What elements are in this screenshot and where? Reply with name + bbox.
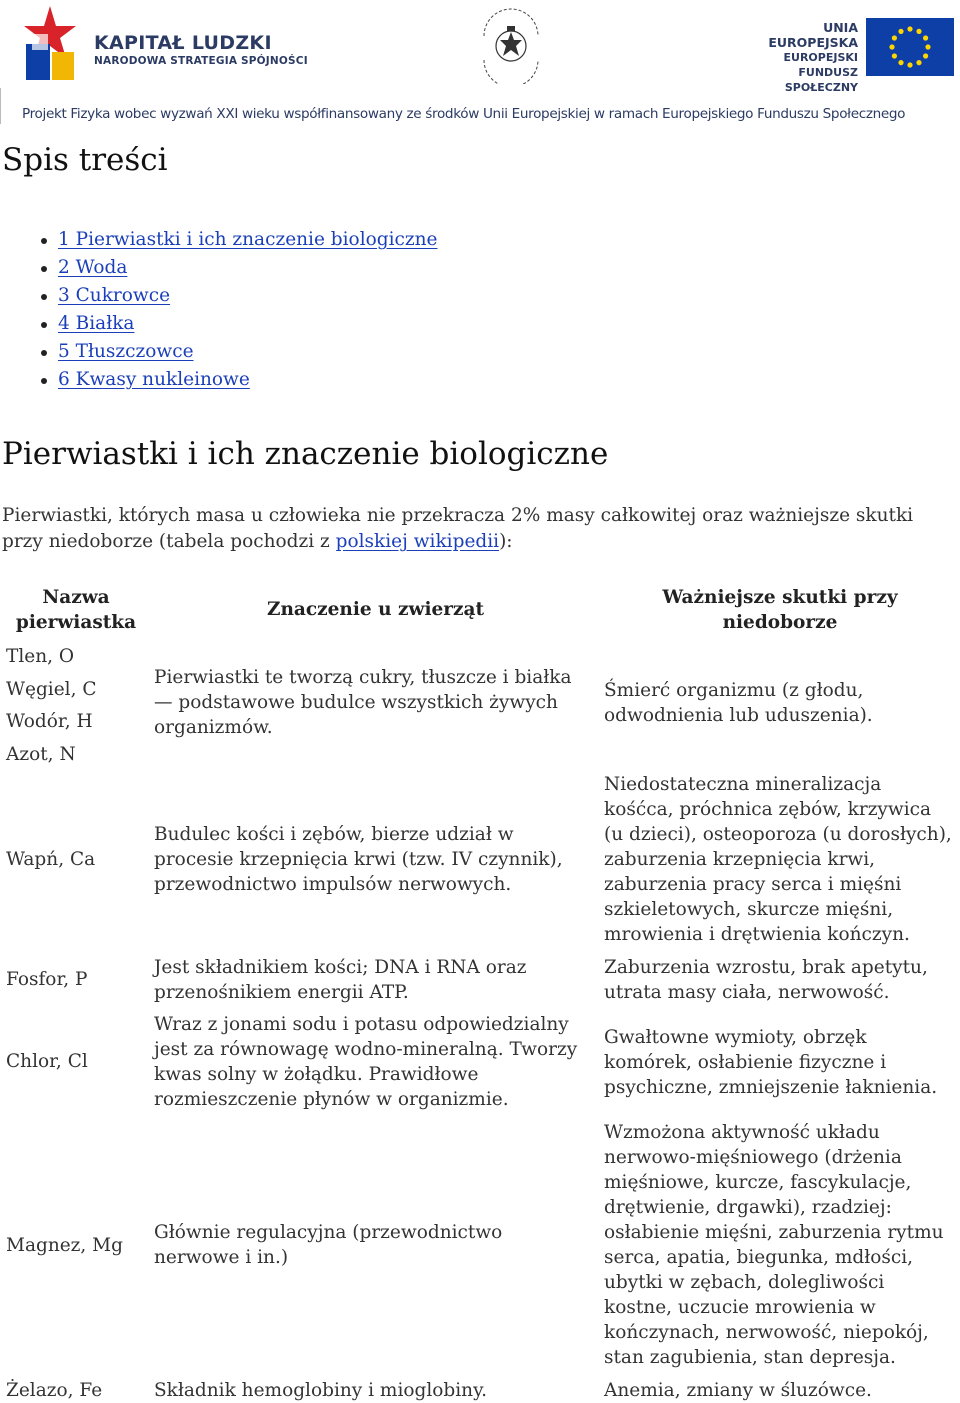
kapital-ludzki-title: KAPITAŁ LUDZKI: [94, 32, 272, 54]
effect-line: drętwienie, drgawki), rzadziej:: [604, 1197, 892, 1218]
row-effects: [604, 772, 952, 947]
intro-line-1: Pierwiastki, których masa u człowieka nie przekracza 2% masy całkowitej oraz ważniejsze skutki: [2, 505, 914, 526]
row-role: [154, 1220, 502, 1270]
effect-line: komórek, osłabienie fizyczne i: [604, 1052, 887, 1073]
effect-line: mrowienia i drętwienia kończyn.: [604, 924, 910, 945]
row-role: [154, 1012, 577, 1112]
eu-text-block: [738, 20, 858, 95]
role-line: Głównie regulacyjna (przewodnictwo: [154, 1222, 503, 1243]
role-line: procesie krzepnięcia krwi (tzw. IV czynnik),: [154, 849, 563, 870]
role-line: — podstawowe budulce wszystkich żywych: [154, 692, 558, 713]
row-role: [154, 665, 571, 740]
toc-item: [58, 310, 438, 338]
toc-item: [58, 282, 438, 310]
banner-divider: [0, 88, 5, 124]
element-name: Żelazo, Fe: [6, 1380, 103, 1401]
project-banner: [0, 0, 960, 130]
row-effects: [604, 1025, 937, 1100]
effect-line: odwodnienia lub uduszenia).: [604, 705, 873, 726]
row-names: [6, 641, 97, 771]
toc-item: [58, 226, 438, 254]
wikipedia-link[interactable]: polskiej wikipedii: [335, 531, 500, 552]
eu-flag-icon: [866, 18, 954, 76]
role-line: przewodnictwo impulsów nerwowych.: [154, 874, 512, 895]
row-effects: [604, 678, 873, 728]
element-name: Wodór, H: [6, 711, 93, 732]
row-effects: [604, 1120, 944, 1370]
element-name: Chlor, Cl: [6, 1051, 88, 1072]
intro-line-2-after: ):: [499, 531, 513, 552]
toc-link-1[interactable]: 1 Pierwiastki i ich znaczenie biologiczne: [58, 229, 438, 250]
effect-line: Niedostateczna mineralizacja: [604, 774, 882, 795]
role-line: Jest składnikiem kości; DNA i RNA oraz: [154, 957, 527, 978]
effect-line: ubytki w zębach, dolegliwości: [604, 1272, 885, 1293]
kapital-ludzki-logo: [22, 4, 78, 84]
university-seal-logo: [478, 6, 544, 84]
effect-line: utrata masy ciała, nerwowość.: [604, 982, 890, 1003]
role-line: Wraz z jonami sodu i potasu odpowiedzialny: [154, 1014, 569, 1035]
role-line: jest za równowagę wodno-mineralną. Tworzy: [154, 1039, 578, 1060]
effect-line: nerwowo-mięśniowego (drżenia: [604, 1147, 902, 1168]
effect-line: kończynach, nerwowość, niepokój,: [604, 1322, 929, 1343]
element-name: Wapń, Ca: [6, 849, 96, 870]
header-text: niedoborze: [722, 612, 838, 633]
effect-line: kośćca, próchnica zębów, krzywica: [604, 799, 932, 820]
effect-line: Gwałtowne wymioty, obrzęk: [604, 1027, 867, 1048]
effect-line: Wzmożona aktywność układu: [604, 1122, 880, 1143]
header-text: pierwiastka: [15, 612, 137, 633]
effect-line: zaburzenia pracy serca i mięśni: [604, 874, 902, 895]
role-line: Pierwiastki te tworzą cukry, tłuszcze i białka: [154, 667, 572, 688]
effect-line: kostne, uczucie mrowienia w: [604, 1297, 876, 1318]
effect-line: Anemia, zmiany w śluzówce.: [604, 1380, 872, 1401]
toc-link-2[interactable]: 2 Woda: [58, 257, 128, 278]
element-name: Fosfor, P: [6, 969, 88, 990]
effect-line: mięśniowe, kurcze, fascykulacje,: [604, 1172, 912, 1193]
header-text: Nazwa: [42, 587, 110, 608]
effect-line: stan zagubienia, stan depresja.: [604, 1347, 896, 1368]
effect-line: szkieletowych, skurcze mięśni,: [604, 899, 894, 920]
intro-paragraph: [2, 503, 952, 555]
intro-line-2-before: przy niedoborze (tabela pochodzi z: [2, 531, 336, 552]
header-text: Ważniejsze skutki przy: [662, 587, 898, 608]
eu-fund-line2: FUNDUSZ SPOŁECZNY: [784, 66, 858, 94]
project-description: Projekt Fizyka wobec wyzwań XXI wieku współfinansowany ze środków Unii Europejskiej w ramach Europejskiego Funduszu Społecznego: [22, 106, 906, 122]
toc-link-6[interactable]: 6 Kwasy nukleinowe: [58, 369, 250, 390]
effect-line: osłabienie mięśni, zaburzenia rytmu: [604, 1222, 944, 1243]
role-line: przenośnikiem energii ATP.: [154, 982, 409, 1003]
toc-item: [58, 366, 438, 394]
element-name: Tlen, O: [6, 646, 75, 667]
element-name: Węgiel, C: [6, 678, 97, 700]
effect-line: Zaburzenia wzrostu, brak apetytu,: [604, 957, 928, 978]
toc-link-5[interactable]: 5 Tłuszczowce: [58, 341, 194, 362]
role-line: rozmieszczenie płynów w organizmie.: [154, 1089, 509, 1110]
row-role: [154, 822, 563, 897]
role-line: nerwowe i in.): [154, 1247, 289, 1268]
toc-list: [0, 226, 438, 394]
toc-heading: Spis treści: [2, 142, 168, 178]
header-role: Znaczenie u zwierząt: [266, 599, 485, 620]
toc-item: [58, 254, 438, 282]
eu-fund-line1: EUROPEJSKI: [783, 51, 858, 64]
kapital-ludzki-subtitle: NARODOWA STRATEGIA SPÓJNOŚCI: [94, 55, 308, 67]
role-line: Budulec kości i zębów, bierze udział w: [154, 824, 514, 845]
toc-link-4[interactable]: 4 Białka: [58, 313, 135, 334]
row-effects: [604, 955, 928, 1005]
effect-line: (u dzieci), osteoporoza (u dorosłych),: [604, 824, 952, 845]
toc-item: [58, 338, 438, 366]
header-element-name: [0, 585, 152, 635]
role-line: kwas solny w żołądku. Prawidłowe: [154, 1064, 479, 1085]
element-name: Azot, N: [6, 743, 76, 765]
eu-name: UNIA EUROPEJSKA: [768, 20, 858, 50]
role-line: Składnik hemoglobiny i mioglobiny.: [154, 1380, 487, 1401]
element-name: Magnez, Mg: [6, 1235, 123, 1256]
role-line: organizmów.: [154, 717, 273, 738]
toc-link-3[interactable]: 3 Cukrowce: [58, 285, 171, 306]
row-role: [154, 955, 526, 1005]
effect-line: psychiczne, zmniejszenie łaknienia.: [604, 1077, 938, 1098]
header-deficiency-effects: [600, 585, 960, 635]
effect-line: Śmierć organizmu (z głodu,: [604, 680, 864, 701]
effect-line: zaburzenia krzepnięcia krwi,: [604, 849, 876, 870]
effect-line: serca, apatia, biegunka, mdłości,: [604, 1247, 914, 1268]
section-heading: Pierwiastki i ich znaczenie biologiczne: [2, 436, 609, 472]
